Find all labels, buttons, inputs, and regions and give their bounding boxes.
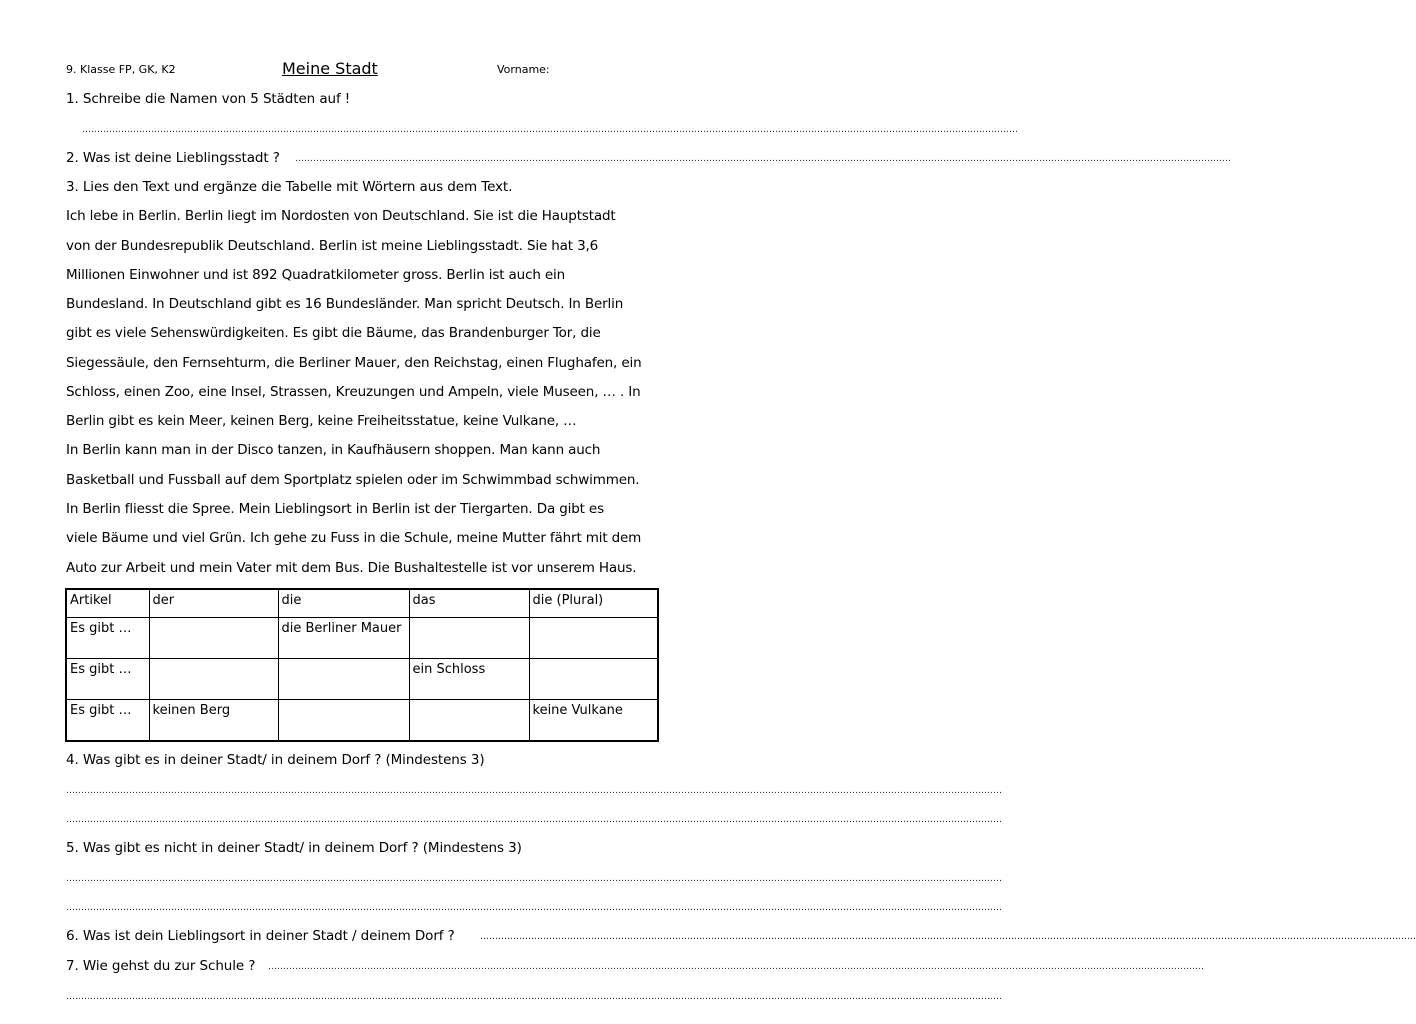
table-header-cell: die (Plural) — [529, 589, 658, 618]
question-4: 4. Was gibt es in deiner Stadt/ in deinem Dorf ? (Mindestens 3) — [66, 752, 485, 768]
question-3: 3. Lies den Text und ergänze die Tabelle mit Wörtern aus dem Text. — [66, 179, 513, 195]
question-7: 7. Wie gehst du zur Schule ? — [66, 958, 256, 974]
table-cell[interactable] — [409, 700, 529, 742]
answer-line-5a[interactable]: …………………………………………………………………………………………………………………………………………………………………………………………………………………………………………………………………………………… — [66, 874, 1002, 884]
answer-line-4a[interactable]: …………………………………………………………………………………………………………………………………………………………………………………………………………………………………………………………………………………… — [66, 786, 1002, 796]
table-cell[interactable]: ein Schloss — [409, 659, 529, 700]
question-6: 6. Was ist dein Lieblingsort in deiner Stadt / deinem Dorf ? — [66, 928, 455, 944]
table-cell[interactable] — [278, 659, 409, 700]
table-header-row — [66, 589, 658, 618]
text-line: Bundesland. In Deutschland gibt es 16 Bundesländer. Man spricht Deutsch. In Berlin — [66, 296, 624, 312]
text-line: Millionen Einwohner und ist 892 Quadratkilometer gross. Berlin ist auch ein — [66, 267, 566, 283]
table-cell: Es gibt … — [66, 618, 149, 659]
table-cell[interactable] — [409, 618, 529, 659]
table-cell[interactable]: keine Vulkane — [529, 700, 658, 742]
answer-line-5b[interactable]: …………………………………………………………………………………………………………………………………………………………………………………………………………………………………………………………………………………… — [66, 903, 1002, 913]
table-cell[interactable] — [149, 659, 278, 700]
text-line: Siegessäule, den Fernsehturm, die Berliner Mauer, den Reichstag, einen Flughafen, ein — [66, 355, 642, 371]
table-row — [66, 659, 658, 700]
class-info: 9. Klasse FP, GK, K2 — [66, 63, 176, 76]
answer-line-2[interactable]: …………………………………………………………………………………………………………………………………………………………………………………………………………………………………………………………………………………… — [295, 154, 1231, 164]
table-row — [66, 700, 658, 742]
table-header-cell: die — [278, 589, 409, 618]
vorname-label: Vorname: — [497, 63, 550, 76]
text-line: Berlin gibt es kein Meer, keinen Berg, keine Freiheitsstatue, keine Vulkane, … — [66, 413, 577, 429]
table-header-cell: der — [149, 589, 278, 618]
text-line: In Berlin fliesst die Spree. Mein Lieblingsort in Berlin ist der Tiergarten. Da gibt es — [66, 501, 604, 517]
table-header-cell: das — [409, 589, 529, 618]
table-cell: Es gibt … — [66, 700, 149, 742]
table-cell: Es gibt … — [66, 659, 149, 700]
text-line: Schloss, einen Zoo, eine Insel, Strassen, Kreuzungen und Ampeln, viele Museen, … . In — [66, 384, 641, 400]
text-line: Ich lebe in Berlin. Berlin liegt im Nordosten von Deutschland. Sie ist die Hauptstadt — [66, 208, 616, 224]
text-line: von der Bundesrepublik Deutschland. Berlin ist meine Lieblingsstadt. Sie hat 3,6 — [66, 238, 599, 254]
table-header-cell: Artikel — [66, 589, 149, 618]
answer-line-6[interactable]: …………………………………………………………………………………………………………………………………………………………………………………………………………………………………………………………………………………… — [480, 932, 1416, 942]
answer-line-4b[interactable]: …………………………………………………………………………………………………………………………………………………………………………………………………………………………………………………………………………………… — [66, 815, 1002, 825]
answer-line-7a[interactable]: …………………………………………………………………………………………………………………………………………………………………………………………………………………………………………………………………………………… — [268, 962, 1204, 972]
table-cell[interactable] — [278, 700, 409, 742]
table-cell[interactable]: keinen Berg — [149, 700, 278, 742]
text-line: Basketball und Fussball auf dem Sportplatz spielen oder im Schwimmbad schwimmen. — [66, 472, 640, 488]
table-cell[interactable]: die Berliner Mauer — [278, 618, 409, 659]
text-line: viele Bäume und viel Grün. Ich gehe zu Fuss in die Schule, meine Mutter fährt mit dem — [66, 530, 642, 546]
answer-line-1[interactable]: …………………………………………………………………………………………………………………………………………………………………………………………………………………………………………………………………………………… — [82, 125, 1018, 135]
table-cell[interactable] — [529, 618, 658, 659]
table-cell[interactable] — [149, 618, 278, 659]
page-title: Meine Stadt — [282, 59, 378, 78]
table-row — [66, 618, 658, 659]
text-line: In Berlin kann man in der Disco tanzen, in Kaufhäusern shoppen. Man kann auch — [66, 442, 601, 458]
question-1: 1. Schreibe die Namen von 5 Städten auf ! — [66, 91, 351, 107]
question-2: 2. Was ist deine Lieblingsstadt ? — [66, 150, 280, 166]
text-line: gibt es viele Sehenswürdigkeiten. Es gibt die Bäume, das Brandenburger Tor, die — [66, 325, 601, 341]
answer-line-7b[interactable]: …………………………………………………………………………………………………………………………………………………………………………………………………………………………………………………………………………………… — [66, 992, 1002, 1002]
question-5: 5. Was gibt es nicht in deiner Stadt/ in deinem Dorf ? (Mindestens 3) — [66, 840, 522, 856]
article-table — [65, 588, 659, 742]
table-cell[interactable] — [529, 659, 658, 700]
text-line: Auto zur Arbeit und mein Vater mit dem Bus. Die Bushaltestelle ist vor unserem Haus. — [66, 560, 637, 576]
